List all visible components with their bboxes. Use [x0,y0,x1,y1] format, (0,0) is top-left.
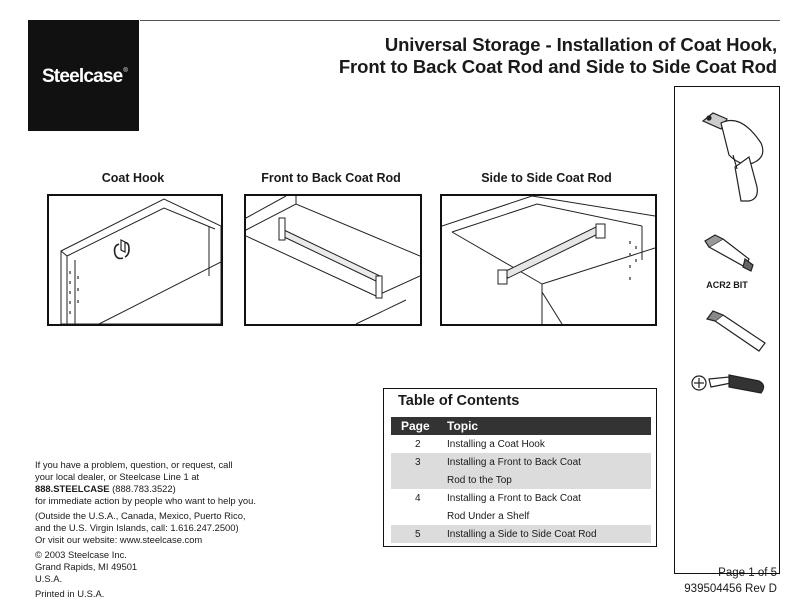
address-country: U.S.A. [35,573,63,584]
toc-title: Table of Contents [398,393,520,409]
toc-col-topic: Topic [447,419,479,433]
copyright: © 2003 Steelcase Inc. [35,549,127,560]
drill-icon [703,113,763,201]
toc-row [391,489,651,507]
tools-panel [674,86,780,574]
toc-col-page: Page [401,419,430,433]
page-number: Page 1 of 5 [718,567,777,579]
title-line-2: Front to Back Coat Rod and Side to Side Coat Rod [338,56,777,77]
title-line-1: Universal Storage - Installation of Coat Hook, [384,34,777,55]
coat-hook-illustration [47,194,223,326]
toc-topic: Installing a Coat Hook [447,439,545,450]
toc-page: 2 [415,439,421,450]
toc-header [391,417,651,435]
toc-topic: Installing a Front to Back Coat [447,493,581,504]
toc-topic: Rod Under a Shelf [447,511,530,522]
toc-page: 3 [415,457,421,468]
drill-bit-icon [705,235,753,271]
website-line: Or visit our website: www.steelcase.com [35,534,203,545]
toc-topic: Installing a Front to Back Coat [447,457,581,468]
front-to-back-rod-illustration [244,194,422,326]
screwdriver-icon [692,375,764,393]
toc-page: 5 [415,529,421,540]
contact-line: If you have a problem, question, or request, call [35,459,233,470]
figure-label-side-to-side: Side to Side Coat Rod [481,171,612,185]
contact-line: and the U.S. Virgin Islands, call: 1.616.247.2500) [35,522,239,533]
address-city: Grand Rapids, MI 49501 [35,561,138,572]
toc-page: 4 [415,493,421,504]
printed-in: Printed in U.S.A. [35,588,105,599]
toc-row [391,453,651,471]
side-to-side-rod-illustration [440,194,657,326]
contact-line: your local dealer, or Steelcase Line 1 at [35,471,200,482]
toc-row [391,507,651,525]
phone-bold: 888.STEELCASE [35,483,110,494]
toc-row [391,471,651,489]
toc-topic: Installing a Side to Side Coat Rod [447,529,597,540]
bit-extension-icon [707,311,765,351]
registered-mark: ® [123,67,128,74]
toc-row [391,435,651,453]
logo-text: Steelcase® [41,65,128,87]
figure-label-coat-hook: Coat Hook [101,171,165,185]
page-title [339,34,777,78]
header-rule [140,20,780,21]
page-footer [684,565,777,597]
toc-row [391,525,651,543]
phone-numeric: (888.783.3522) [109,483,176,494]
contact-info [35,459,256,600]
table-of-contents [383,388,657,547]
acr2-bit-label: ACR2 BIT [706,280,748,290]
toc-topic: Rod to the Top [447,475,512,486]
figure-label-front-to-back: Front to Back Coat Rod [261,171,401,185]
contact-line: (Outside the U.S.A., Canada, Mexico, Puerto Rico, [35,510,246,521]
steelcase-logo [28,20,139,131]
contact-line: for immediate action by people who want to help you. [35,495,256,506]
contact-phone [35,483,256,495]
document-number: 939504456 Rev D [684,583,777,595]
